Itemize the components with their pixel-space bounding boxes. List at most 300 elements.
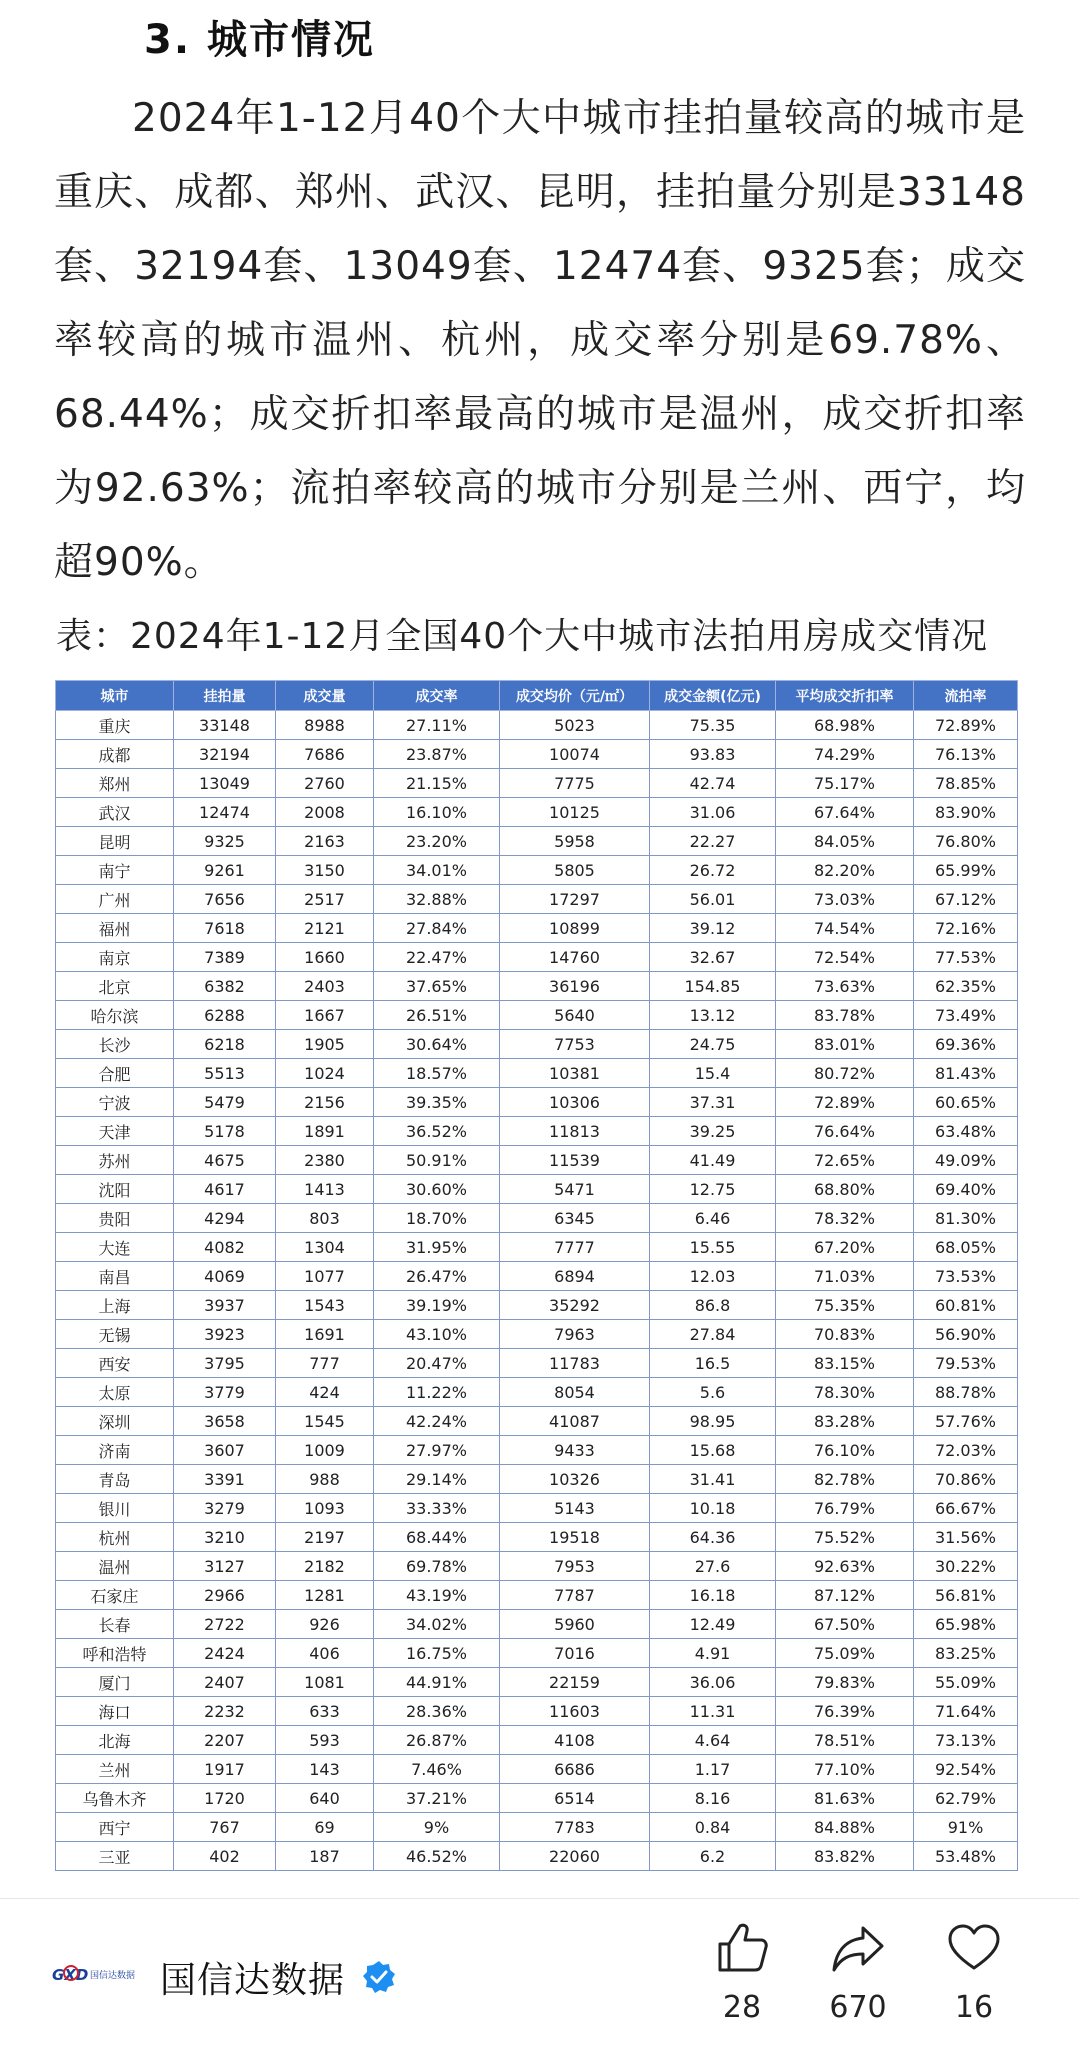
cell-listings: 9261 <box>174 856 276 885</box>
share-button[interactable] <box>818 1920 898 2025</box>
cell-deal-rate: 21.15% <box>374 769 500 798</box>
cell-fail-rate: 69.40% <box>914 1175 1018 1204</box>
cell-deals: 633 <box>276 1697 374 1726</box>
cell-avg-price: 19518 <box>500 1523 650 1552</box>
table-row <box>56 769 1018 798</box>
table-row <box>56 972 1018 1001</box>
cell-avg-price: 10125 <box>500 798 650 827</box>
cell-amount: 12.75 <box>650 1175 776 1204</box>
cell-deal-rate: 44.91% <box>374 1668 500 1697</box>
cell-deal-rate: 27.84% <box>374 914 500 943</box>
cell-amount: 11.31 <box>650 1697 776 1726</box>
cell-deals: 69 <box>276 1813 374 1842</box>
cell-deals: 1545 <box>276 1407 374 1436</box>
cell-listings: 3658 <box>174 1407 276 1436</box>
cell-city: 银川 <box>56 1494 174 1523</box>
cell-fail-rate: 65.99% <box>914 856 1018 885</box>
cell-listings: 3391 <box>174 1465 276 1494</box>
cell-deals: 1413 <box>276 1175 374 1204</box>
cell-discount: 83.78% <box>776 1001 914 1030</box>
cell-fail-rate: 53.48% <box>914 1842 1018 1871</box>
cell-deals: 1081 <box>276 1668 374 1697</box>
table-row <box>56 1436 1018 1465</box>
col-avg-price: 成交均价（元/㎡） <box>500 681 650 711</box>
cell-avg-price: 10899 <box>500 914 650 943</box>
cell-discount: 76.10% <box>776 1436 914 1465</box>
cell-city: 大连 <box>56 1233 174 1262</box>
cell-discount: 73.03% <box>776 885 914 914</box>
cell-city: 太原 <box>56 1378 174 1407</box>
cell-avg-price: 41087 <box>500 1407 650 1436</box>
cell-fail-rate: 68.05% <box>914 1233 1018 1262</box>
cell-listings: 7389 <box>174 943 276 972</box>
cell-avg-price: 6345 <box>500 1204 650 1233</box>
cell-discount: 72.89% <box>776 1088 914 1117</box>
cell-amount: 93.83 <box>650 740 776 769</box>
cell-listings: 6382 <box>174 972 276 1001</box>
cell-deals: 143 <box>276 1755 374 1784</box>
cell-discount: 78.30% <box>776 1378 914 1407</box>
cell-city: 贵阳 <box>56 1204 174 1233</box>
cell-deal-rate: 11.22% <box>374 1378 500 1407</box>
cell-deal-rate: 43.10% <box>374 1320 500 1349</box>
cell-fail-rate: 31.56% <box>914 1523 1018 1552</box>
cell-listings: 32194 <box>174 740 276 769</box>
cell-discount: 72.54% <box>776 943 914 972</box>
cell-avg-price: 17297 <box>500 885 650 914</box>
cell-amount: 56.01 <box>650 885 776 914</box>
table-row <box>56 1697 1018 1726</box>
table-row <box>56 1784 1018 1813</box>
cell-fail-rate: 62.35% <box>914 972 1018 1001</box>
cell-avg-price: 7783 <box>500 1813 650 1842</box>
cell-city: 哈尔滨 <box>56 1001 174 1030</box>
cell-discount: 67.64% <box>776 798 914 827</box>
col-listings: 挂拍量 <box>174 681 276 711</box>
cell-fail-rate: 76.80% <box>914 827 1018 856</box>
cell-avg-price: 11813 <box>500 1117 650 1146</box>
heart-icon <box>946 1920 1002 1976</box>
cell-discount: 84.88% <box>776 1813 914 1842</box>
cell-deal-rate: 50.91% <box>374 1146 500 1175</box>
cell-deals: 803 <box>276 1204 374 1233</box>
cell-deals: 2156 <box>276 1088 374 1117</box>
cell-deals: 2517 <box>276 885 374 914</box>
cell-fail-rate: 73.49% <box>914 1001 1018 1030</box>
table-row <box>56 1349 1018 1378</box>
cell-fail-rate: 30.22% <box>914 1552 1018 1581</box>
cell-city: 苏州 <box>56 1146 174 1175</box>
cell-city: 南宁 <box>56 856 174 885</box>
cell-avg-price: 7963 <box>500 1320 650 1349</box>
cell-deal-rate: 69.78% <box>374 1552 500 1581</box>
cell-listings: 9325 <box>174 827 276 856</box>
cell-discount: 83.15% <box>776 1349 914 1378</box>
cell-amount: 27.6 <box>650 1552 776 1581</box>
cell-deal-rate: 32.88% <box>374 885 500 914</box>
cell-fail-rate: 92.54% <box>914 1755 1018 1784</box>
cell-deal-rate: 16.10% <box>374 798 500 827</box>
cell-fail-rate: 73.13% <box>914 1726 1018 1755</box>
cell-amount: 5.6 <box>650 1378 776 1407</box>
logo-sub-text: 国信达数据 <box>90 1971 136 1981</box>
cell-avg-price: 10306 <box>500 1088 650 1117</box>
cell-deal-rate: 34.02% <box>374 1610 500 1639</box>
cell-amount: 37.31 <box>650 1088 776 1117</box>
cell-deals: 1281 <box>276 1581 374 1610</box>
cell-avg-price: 10326 <box>500 1465 650 1494</box>
cell-deal-rate: 18.70% <box>374 1204 500 1233</box>
cell-discount: 74.54% <box>776 914 914 943</box>
cell-discount: 67.20% <box>776 1233 914 1262</box>
cell-city: 长春 <box>56 1610 174 1639</box>
cell-deal-rate: 30.60% <box>374 1175 500 1204</box>
cell-listings: 2207 <box>174 1726 276 1755</box>
cell-deals: 1660 <box>276 943 374 972</box>
cell-amount: 10.18 <box>650 1494 776 1523</box>
cell-avg-price: 6894 <box>500 1262 650 1291</box>
cell-avg-price: 5023 <box>500 711 650 740</box>
cell-listings: 3607 <box>174 1436 276 1465</box>
cell-deal-rate: 39.35% <box>374 1088 500 1117</box>
cell-listings: 3795 <box>174 1349 276 1378</box>
cell-deals: 8988 <box>276 711 374 740</box>
table-row <box>56 1465 1018 1494</box>
cell-avg-price: 10074 <box>500 740 650 769</box>
cell-discount: 76.64% <box>776 1117 914 1146</box>
col-deals: 成交量 <box>276 681 374 711</box>
cell-city: 呼和浩特 <box>56 1639 174 1668</box>
cell-amount: 6.2 <box>650 1842 776 1871</box>
cell-deal-rate: 26.87% <box>374 1726 500 1755</box>
cell-listings: 1720 <box>174 1784 276 1813</box>
cell-fail-rate: 73.53% <box>914 1262 1018 1291</box>
cell-deals: 3150 <box>276 856 374 885</box>
cell-avg-price: 7787 <box>500 1581 650 1610</box>
cell-discount: 72.65% <box>776 1146 914 1175</box>
cell-discount: 84.05% <box>776 827 914 856</box>
cell-city: 沈阳 <box>56 1175 174 1204</box>
cell-avg-price: 5805 <box>500 856 650 885</box>
cell-amount: 4.91 <box>650 1639 776 1668</box>
cell-deals: 424 <box>276 1378 374 1407</box>
cell-city: 合肥 <box>56 1059 174 1088</box>
cell-deal-rate: 31.95% <box>374 1233 500 1262</box>
cell-listings: 767 <box>174 1813 276 1842</box>
cell-deals: 1024 <box>276 1059 374 1088</box>
cell-discount: 83.82% <box>776 1842 914 1871</box>
cell-amount: 64.36 <box>650 1523 776 1552</box>
cell-deals: 187 <box>276 1842 374 1871</box>
cell-city: 北京 <box>56 972 174 1001</box>
cell-deal-rate: 9% <box>374 1813 500 1842</box>
cell-fail-rate: 72.16% <box>914 914 1018 943</box>
cell-amount: 31.41 <box>650 1465 776 1494</box>
cell-deal-rate: 26.47% <box>374 1262 500 1291</box>
cell-listings: 2232 <box>174 1697 276 1726</box>
cell-avg-price: 5640 <box>500 1001 650 1030</box>
share-count: 670 <box>829 1990 887 2025</box>
table-row <box>56 1494 1018 1523</box>
cell-amount: 39.25 <box>650 1117 776 1146</box>
cell-deals: 1667 <box>276 1001 374 1030</box>
favorite-count: 16 <box>954 1990 994 2025</box>
cell-deal-rate: 28.36% <box>374 1697 500 1726</box>
table-row <box>56 827 1018 856</box>
cell-fail-rate: 83.90% <box>914 798 1018 827</box>
cell-fail-rate: 71.64% <box>914 1697 1018 1726</box>
cell-fail-rate: 67.12% <box>914 885 1018 914</box>
cell-fail-rate: 72.89% <box>914 711 1018 740</box>
cell-avg-price: 11539 <box>500 1146 650 1175</box>
cell-discount: 83.01% <box>776 1030 914 1059</box>
table-row <box>56 1117 1018 1146</box>
cell-deal-rate: 16.75% <box>374 1639 500 1668</box>
cell-discount: 71.03% <box>776 1262 914 1291</box>
cell-fail-rate: 66.67% <box>914 1494 1018 1523</box>
cell-discount: 75.17% <box>776 769 914 798</box>
table-row <box>56 1175 1018 1204</box>
cell-deals: 1691 <box>276 1320 374 1349</box>
cell-deal-rate: 23.87% <box>374 740 500 769</box>
cell-listings: 402 <box>174 1842 276 1871</box>
cell-fail-rate: 81.30% <box>914 1204 1018 1233</box>
cell-discount: 79.83% <box>776 1668 914 1697</box>
city-table <box>55 680 1017 1871</box>
cell-listings: 2407 <box>174 1668 276 1697</box>
cell-deals: 7686 <box>276 740 374 769</box>
cell-amount: 4.64 <box>650 1726 776 1755</box>
cell-deal-rate: 43.19% <box>374 1581 500 1610</box>
like-count: 28 <box>722 1990 762 2025</box>
cell-amount: 22.27 <box>650 827 776 856</box>
cell-listings: 2966 <box>174 1581 276 1610</box>
cell-deal-rate: 34.01% <box>374 856 500 885</box>
cell-amount: 42.74 <box>650 769 776 798</box>
cell-fail-rate: 55.09% <box>914 1668 1018 1697</box>
favorite-button[interactable] <box>934 1920 1014 2025</box>
cell-listings: 2424 <box>174 1639 276 1668</box>
cell-fail-rate: 60.81% <box>914 1291 1018 1320</box>
table-row <box>56 1639 1018 1668</box>
cell-deal-rate: 36.52% <box>374 1117 500 1146</box>
cell-city: 武汉 <box>56 798 174 827</box>
cell-city: 济南 <box>56 1436 174 1465</box>
table-row <box>56 885 1018 914</box>
cell-discount: 92.63% <box>776 1552 914 1581</box>
cell-avg-price: 7777 <box>500 1233 650 1262</box>
cell-avg-price: 7753 <box>500 1030 650 1059</box>
cell-deal-rate: 7.46% <box>374 1755 500 1784</box>
cell-city: 天津 <box>56 1117 174 1146</box>
cell-deals: 2380 <box>276 1146 374 1175</box>
table-row <box>56 856 1018 885</box>
cell-avg-price: 8054 <box>500 1378 650 1407</box>
cell-city: 西安 <box>56 1349 174 1378</box>
cell-discount: 76.79% <box>776 1494 914 1523</box>
table-row <box>56 1755 1018 1784</box>
cell-avg-price: 7775 <box>500 769 650 798</box>
cell-deals: 926 <box>276 1610 374 1639</box>
cell-listings: 4082 <box>174 1233 276 1262</box>
summary-paragraph: 2024年1-12月40个大中城市挂拍量较高的城市是重庆、成都、郑州、武汉、昆明，挂拍量分别是33148套、32194套、13049套、12474套、9325套；成交率较高的城市温州、杭州，成交率分别是69.78%、68.44%；成交折扣率最高的城市是温州，成交折扣率为92.63%；流拍率较高的城市分别是兰州、西宁，均超90%。 <box>54 96 1026 585</box>
cell-discount: 73.63% <box>776 972 914 1001</box>
cell-city: 上海 <box>56 1291 174 1320</box>
cell-deal-rate: 37.21% <box>374 1784 500 1813</box>
cell-listings: 13049 <box>174 769 276 798</box>
cell-amount: 0.84 <box>650 1813 776 1842</box>
cell-deals: 988 <box>276 1465 374 1494</box>
cell-deals: 1077 <box>276 1262 374 1291</box>
cell-discount: 76.39% <box>776 1697 914 1726</box>
cell-discount: 87.12% <box>776 1581 914 1610</box>
like-button[interactable] <box>702 1920 782 2025</box>
cell-discount: 80.72% <box>776 1059 914 1088</box>
cell-listings: 3210 <box>174 1523 276 1552</box>
cell-listings: 3937 <box>174 1291 276 1320</box>
cell-deals: 1009 <box>276 1436 374 1465</box>
cell-deal-rate: 27.11% <box>374 711 500 740</box>
cell-listings: 3779 <box>174 1378 276 1407</box>
cell-deals: 406 <box>276 1639 374 1668</box>
cell-avg-price: 5958 <box>500 827 650 856</box>
brand-logo[interactable] <box>52 1956 140 1992</box>
table-row <box>56 1668 1018 1697</box>
cell-deal-rate: 33.33% <box>374 1494 500 1523</box>
cell-listings: 3127 <box>174 1552 276 1581</box>
cell-listings: 5513 <box>174 1059 276 1088</box>
cell-city: 南昌 <box>56 1262 174 1291</box>
cell-deal-rate: 39.19% <box>374 1291 500 1320</box>
cell-amount: 6.46 <box>650 1204 776 1233</box>
cell-avg-price: 5471 <box>500 1175 650 1204</box>
cell-discount: 68.98% <box>776 711 914 740</box>
cell-amount: 75.35 <box>650 711 776 740</box>
cell-amount: 86.8 <box>650 1291 776 1320</box>
cell-amount: 15.68 <box>650 1436 776 1465</box>
cell-listings: 3923 <box>174 1320 276 1349</box>
cell-city: 郑州 <box>56 769 174 798</box>
cell-fail-rate: 70.86% <box>914 1465 1018 1494</box>
cell-discount: 74.29% <box>776 740 914 769</box>
table-row <box>56 1813 1018 1842</box>
table-row <box>56 1407 1018 1436</box>
cell-listings: 7618 <box>174 914 276 943</box>
cell-avg-price: 11783 <box>500 1349 650 1378</box>
account-name[interactable]: 国信达数据 <box>160 1960 346 2001</box>
cell-amount: 39.12 <box>650 914 776 943</box>
col-deal-rate: 成交率 <box>374 681 500 711</box>
cell-amount: 15.55 <box>650 1233 776 1262</box>
cell-deals: 1543 <box>276 1291 374 1320</box>
cell-fail-rate: 72.03% <box>914 1436 1018 1465</box>
cell-avg-price: 22159 <box>500 1668 650 1697</box>
col-city: 城市 <box>56 681 174 711</box>
cell-discount: 81.63% <box>776 1784 914 1813</box>
cell-deal-rate: 27.97% <box>374 1436 500 1465</box>
cell-fail-rate: 83.25% <box>914 1639 1018 1668</box>
cell-deal-rate: 37.65% <box>374 972 500 1001</box>
table-row <box>56 740 1018 769</box>
cell-city: 北海 <box>56 1726 174 1755</box>
cell-fail-rate: 88.78% <box>914 1378 1018 1407</box>
cell-city: 广州 <box>56 885 174 914</box>
cell-avg-price: 7953 <box>500 1552 650 1581</box>
cell-deals: 1891 <box>276 1117 374 1146</box>
cell-city: 兰州 <box>56 1755 174 1784</box>
table-row <box>56 1204 1018 1233</box>
cell-fail-rate: 91% <box>914 1813 1018 1842</box>
cell-discount: 67.50% <box>776 1610 914 1639</box>
cell-city: 宁波 <box>56 1088 174 1117</box>
cell-deal-rate: 22.47% <box>374 943 500 972</box>
cell-city: 成都 <box>56 740 174 769</box>
table-row <box>56 1581 1018 1610</box>
cell-discount: 78.51% <box>776 1726 914 1755</box>
share-arrow-icon <box>830 1920 886 1976</box>
table-row <box>56 1378 1018 1407</box>
cell-listings: 4675 <box>174 1146 276 1175</box>
cell-deals: 2008 <box>276 798 374 827</box>
cell-fail-rate: 79.53% <box>914 1349 1018 1378</box>
cell-listings: 4294 <box>174 1204 276 1233</box>
cell-amount: 16.5 <box>650 1349 776 1378</box>
cell-fail-rate: 77.53% <box>914 943 1018 972</box>
cell-city: 石家庄 <box>56 1581 174 1610</box>
cell-avg-price: 6514 <box>500 1784 650 1813</box>
cell-deals: 2163 <box>276 827 374 856</box>
cell-amount: 41.49 <box>650 1146 776 1175</box>
cell-avg-price: 9433 <box>500 1436 650 1465</box>
cell-amount: 154.85 <box>650 972 776 1001</box>
cell-deal-rate: 46.52% <box>374 1842 500 1871</box>
cell-deal-rate: 42.24% <box>374 1407 500 1436</box>
cell-discount: 83.28% <box>776 1407 914 1436</box>
cell-deal-rate: 23.20% <box>374 827 500 856</box>
cell-avg-price: 22060 <box>500 1842 650 1871</box>
cell-fail-rate: 76.13% <box>914 740 1018 769</box>
footer-divider <box>0 1898 1079 1899</box>
cell-avg-price: 5143 <box>500 1494 650 1523</box>
cell-city: 西宁 <box>56 1813 174 1842</box>
cell-deal-rate: 68.44% <box>374 1523 500 1552</box>
cell-avg-price: 4108 <box>500 1726 650 1755</box>
cell-amount: 13.12 <box>650 1001 776 1030</box>
cell-deals: 2121 <box>276 914 374 943</box>
cell-avg-price: 6686 <box>500 1755 650 1784</box>
table-row <box>56 1610 1018 1639</box>
cell-fail-rate: 62.79% <box>914 1784 1018 1813</box>
cell-listings: 5178 <box>174 1117 276 1146</box>
cell-deals: 2197 <box>276 1523 374 1552</box>
cell-avg-price: 10381 <box>500 1059 650 1088</box>
cell-city: 长沙 <box>56 1030 174 1059</box>
cell-listings: 12474 <box>174 798 276 827</box>
cell-amount: 26.72 <box>650 856 776 885</box>
table-row <box>56 1842 1018 1871</box>
section-title: 3. 城市情况 <box>144 17 375 63</box>
cell-deals: 1093 <box>276 1494 374 1523</box>
table-caption: 表：2024年1-12月全国40个大中城市法拍用房成交情况 <box>56 616 989 657</box>
cell-fail-rate: 81.43% <box>914 1059 1018 1088</box>
cell-fail-rate: 57.76% <box>914 1407 1018 1436</box>
cell-city: 重庆 <box>56 711 174 740</box>
table-header-row <box>56 681 1018 711</box>
cell-city: 杭州 <box>56 1523 174 1552</box>
cell-amount: 15.4 <box>650 1059 776 1088</box>
table-row <box>56 1088 1018 1117</box>
cell-listings: 3279 <box>174 1494 276 1523</box>
